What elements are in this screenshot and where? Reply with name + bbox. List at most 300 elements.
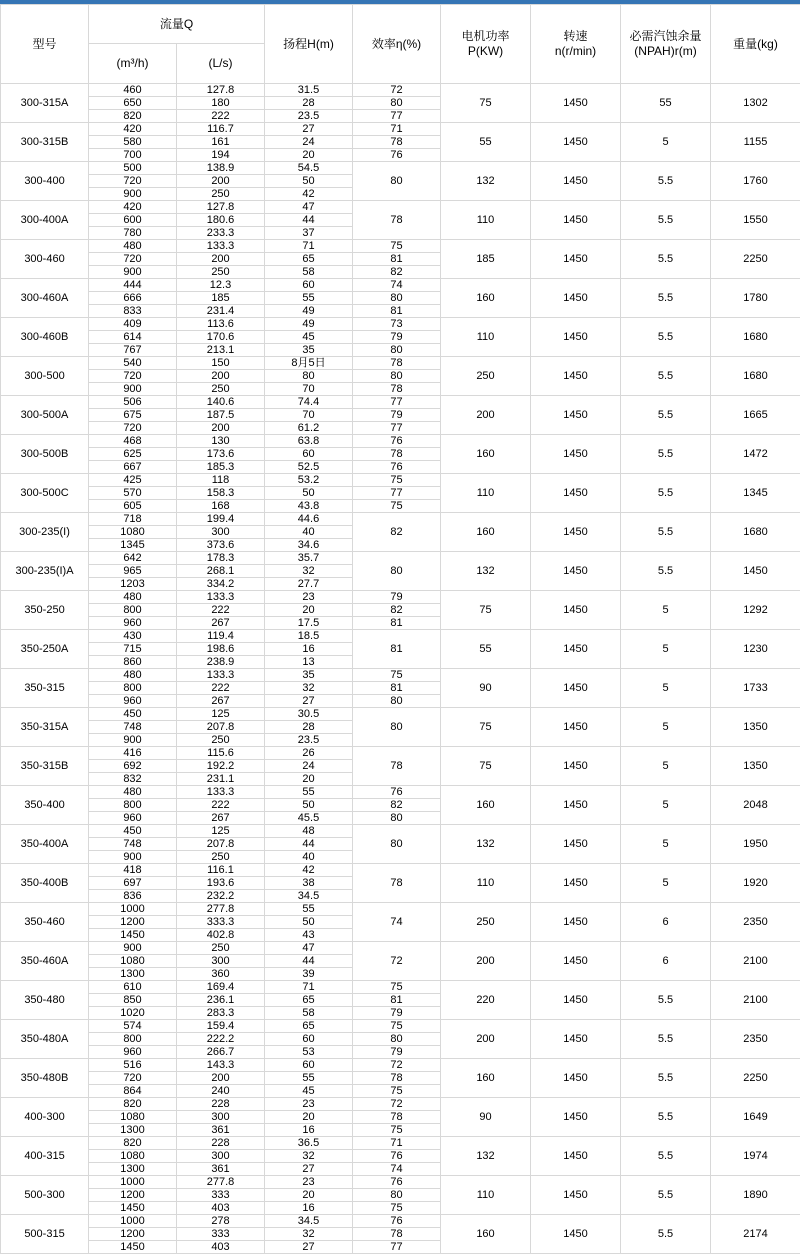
efficiency-cell: 80 <box>353 1189 441 1202</box>
npsh-cell: 5.5 <box>621 201 711 240</box>
speed-cell: 1450 <box>531 552 621 591</box>
flow-m3h-cell: 780 <box>89 227 177 240</box>
model-cell: 300-315A <box>1 84 89 123</box>
flow-ls-cell: 266.7 <box>177 1046 265 1059</box>
flow-m3h-cell: 820 <box>89 1137 177 1150</box>
head-cell: 13 <box>265 656 353 669</box>
table-row <box>1 318 800 331</box>
efficiency-cell: 78 <box>353 1228 441 1241</box>
flow-ls-cell: 277.8 <box>177 1176 265 1189</box>
head-cell: 40 <box>265 526 353 539</box>
head-cell: 24 <box>265 760 353 773</box>
table-row <box>1 747 800 760</box>
npsh-cell: 5.5 <box>621 1137 711 1176</box>
head-cell: 27 <box>265 123 353 136</box>
flow-ls-cell: 116.7 <box>177 123 265 136</box>
speed-cell: 1450 <box>531 357 621 396</box>
flow-m3h-cell: 480 <box>89 786 177 799</box>
flow-m3h-cell: 418 <box>89 864 177 877</box>
table-row <box>1 1137 800 1150</box>
model-cell: 350-460A <box>1 942 89 981</box>
head-cell: 27.7 <box>265 578 353 591</box>
flow-ls-cell: 133.3 <box>177 669 265 682</box>
flow-ls-cell: 143.3 <box>177 1059 265 1072</box>
flow-m3h-cell: 480 <box>89 591 177 604</box>
flow-ls-cell: 127.8 <box>177 84 265 97</box>
flow-ls-cell: 250 <box>177 851 265 864</box>
efficiency-cell: 76 <box>353 1176 441 1189</box>
flow-m3h-cell: 614 <box>89 331 177 344</box>
weight-cell: 2100 <box>711 981 800 1020</box>
flow-ls-cell: 300 <box>177 526 265 539</box>
model-cell: 350-400B <box>1 864 89 903</box>
flow-m3h-cell: 500 <box>89 162 177 175</box>
head-cell: 28 <box>265 721 353 734</box>
npsh-cell: 5.5 <box>621 318 711 357</box>
flow-m3h-cell: 864 <box>89 1085 177 1098</box>
power-cell: 75 <box>441 708 531 747</box>
efficiency-cell: 81 <box>353 305 441 318</box>
head-cell: 8月5日 <box>265 357 353 370</box>
weight-cell: 1680 <box>711 318 800 357</box>
flow-ls-cell: 403 <box>177 1202 265 1215</box>
header-head: 扬程H(m) <box>265 5 353 84</box>
efficiency-cell: 77 <box>353 487 441 500</box>
power-cell: 160 <box>441 435 531 474</box>
power-cell: 160 <box>441 279 531 318</box>
flow-ls-cell: 150 <box>177 357 265 370</box>
weight-cell: 1665 <box>711 396 800 435</box>
head-cell: 50 <box>265 175 353 188</box>
speed-cell: 1450 <box>531 786 621 825</box>
flow-ls-cell: 159.4 <box>177 1020 265 1033</box>
flow-m3h-cell: 900 <box>89 266 177 279</box>
flow-m3h-cell: 1450 <box>89 929 177 942</box>
speed-cell: 1450 <box>531 981 621 1020</box>
head-cell: 20 <box>265 1111 353 1124</box>
power-cell: 220 <box>441 981 531 1020</box>
header-model: 型号 <box>1 5 89 84</box>
efficiency-cell: 74 <box>353 1163 441 1176</box>
flow-ls-cell: 198.6 <box>177 643 265 656</box>
power-cell: 110 <box>441 201 531 240</box>
head-cell: 71 <box>265 981 353 994</box>
speed-cell: 1450 <box>531 279 621 318</box>
efficiency-cell: 80 <box>353 825 441 864</box>
flow-ls-cell: 133.3 <box>177 591 265 604</box>
head-cell: 61.2 <box>265 422 353 435</box>
weight-cell: 1450 <box>711 552 800 591</box>
flow-ls-cell: 231.4 <box>177 305 265 318</box>
header-npsh <box>621 5 711 84</box>
head-cell: 32 <box>265 682 353 695</box>
flow-m3h-cell: 450 <box>89 825 177 838</box>
head-cell: 20 <box>265 604 353 617</box>
head-cell: 52.5 <box>265 461 353 474</box>
efficiency-cell: 80 <box>353 695 441 708</box>
head-cell: 20 <box>265 1189 353 1202</box>
flow-ls-cell: 193.6 <box>177 877 265 890</box>
speed-cell: 1450 <box>531 513 621 552</box>
head-cell: 32 <box>265 1228 353 1241</box>
table-row <box>1 591 800 604</box>
flow-ls-cell: 403 <box>177 1241 265 1254</box>
power-cell: 110 <box>441 864 531 903</box>
flow-m3h-cell: 1300 <box>89 1124 177 1137</box>
efficiency-cell: 82 <box>353 266 441 279</box>
weight-cell: 1472 <box>711 435 800 474</box>
efficiency-cell: 82 <box>353 799 441 812</box>
efficiency-cell: 72 <box>353 84 441 97</box>
weight-cell: 1350 <box>711 747 800 786</box>
power-cell: 75 <box>441 84 531 123</box>
efficiency-cell: 80 <box>353 162 441 201</box>
head-cell: 58 <box>265 266 353 279</box>
head-cell: 55 <box>265 292 353 305</box>
flow-m3h-cell: 1300 <box>89 968 177 981</box>
flow-m3h-cell: 1203 <box>89 578 177 591</box>
head-cell: 23.5 <box>265 734 353 747</box>
flow-ls-cell: 180 <box>177 97 265 110</box>
npsh-cell: 5.5 <box>621 1215 711 1254</box>
npsh-cell: 5.5 <box>621 357 711 396</box>
flow-m3h-cell: 697 <box>89 877 177 890</box>
model-cell: 400-300 <box>1 1098 89 1137</box>
header-power <box>441 5 531 84</box>
head-cell: 30.5 <box>265 708 353 721</box>
flow-m3h-cell: 800 <box>89 799 177 812</box>
power-cell: 160 <box>441 786 531 825</box>
flow-ls-cell: 402.8 <box>177 929 265 942</box>
speed-cell: 1450 <box>531 435 621 474</box>
flow-m3h-cell: 625 <box>89 448 177 461</box>
table-row <box>1 825 800 838</box>
head-cell: 47 <box>265 942 353 955</box>
weight-cell: 1292 <box>711 591 800 630</box>
power-cell: 55 <box>441 123 531 162</box>
flow-ls-cell: 138.9 <box>177 162 265 175</box>
flow-m3h-cell: 720 <box>89 253 177 266</box>
flow-m3h-cell: 720 <box>89 1072 177 1085</box>
flow-m3h-cell: 900 <box>89 851 177 864</box>
flow-m3h-cell: 420 <box>89 123 177 136</box>
speed-cell: 1450 <box>531 1215 621 1254</box>
weight-cell: 1230 <box>711 630 800 669</box>
table-row <box>1 513 800 526</box>
flow-ls-cell: 200 <box>177 253 265 266</box>
flow-ls-cell: 277.8 <box>177 903 265 916</box>
flow-m3h-cell: 900 <box>89 188 177 201</box>
flow-ls-cell: 130 <box>177 435 265 448</box>
flow-ls-cell: 119.4 <box>177 630 265 643</box>
flow-m3h-cell: 650 <box>89 97 177 110</box>
flow-ls-cell: 133.3 <box>177 240 265 253</box>
flow-m3h-cell: 832 <box>89 773 177 786</box>
flow-m3h-cell: 1345 <box>89 539 177 552</box>
flow-ls-cell: 207.8 <box>177 838 265 851</box>
header-flow-m3h: (m³/h) <box>89 44 177 84</box>
weight-cell: 1155 <box>711 123 800 162</box>
efficiency-cell: 79 <box>353 591 441 604</box>
power-cell: 90 <box>441 669 531 708</box>
flow-m3h-cell: 675 <box>89 409 177 422</box>
flow-m3h-cell: 409 <box>89 318 177 331</box>
efficiency-cell: 81 <box>353 253 441 266</box>
head-cell: 23 <box>265 591 353 604</box>
model-cell: 350-315B <box>1 747 89 786</box>
flow-ls-cell: 116.1 <box>177 864 265 877</box>
efficiency-cell: 76 <box>353 1150 441 1163</box>
head-cell: 48 <box>265 825 353 838</box>
head-cell: 74.4 <box>265 396 353 409</box>
power-cell: 132 <box>441 162 531 201</box>
efficiency-cell: 78 <box>353 864 441 903</box>
model-cell: 350-315 <box>1 669 89 708</box>
npsh-cell: 5.5 <box>621 513 711 552</box>
speed-cell: 1450 <box>531 825 621 864</box>
weight-cell: 1550 <box>711 201 800 240</box>
efficiency-cell: 75 <box>353 1202 441 1215</box>
power-cell: 160 <box>441 1215 531 1254</box>
speed-cell: 1450 <box>531 240 621 279</box>
table-row <box>1 84 800 97</box>
flow-m3h-cell: 1080 <box>89 955 177 968</box>
flow-ls-cell: 140.6 <box>177 396 265 409</box>
npsh-cell: 5.5 <box>621 162 711 201</box>
flow-ls-cell: 238.9 <box>177 656 265 669</box>
efficiency-cell: 72 <box>353 942 441 981</box>
flow-ls-cell: 373.6 <box>177 539 265 552</box>
npsh-cell: 5.5 <box>621 1020 711 1059</box>
npsh-cell: 5 <box>621 786 711 825</box>
head-cell: 23 <box>265 1098 353 1111</box>
flow-ls-cell: 283.3 <box>177 1007 265 1020</box>
flow-ls-cell: 133.3 <box>177 786 265 799</box>
flow-m3h-cell: 425 <box>89 474 177 487</box>
model-cell: 350-460 <box>1 903 89 942</box>
head-cell: 16 <box>265 1202 353 1215</box>
speed-cell: 1450 <box>531 123 621 162</box>
flow-m3h-cell: 1000 <box>89 1215 177 1228</box>
weight-cell: 1649 <box>711 1098 800 1137</box>
head-cell: 49 <box>265 318 353 331</box>
flow-m3h-cell: 833 <box>89 305 177 318</box>
power-cell: 90 <box>441 1098 531 1137</box>
flow-m3h-cell: 748 <box>89 838 177 851</box>
header-flow: 流量Q <box>89 5 265 44</box>
flow-ls-cell: 267 <box>177 812 265 825</box>
efficiency-cell: 78 <box>353 136 441 149</box>
flow-ls-cell: 125 <box>177 708 265 721</box>
efficiency-cell: 78 <box>353 357 441 370</box>
table-row <box>1 981 800 994</box>
flow-ls-cell: 200 <box>177 175 265 188</box>
head-cell: 35.7 <box>265 552 353 565</box>
flow-m3h-cell: 1200 <box>89 1189 177 1202</box>
speed-cell: 1450 <box>531 591 621 630</box>
flow-ls-cell: 228 <box>177 1137 265 1150</box>
head-cell: 44 <box>265 214 353 227</box>
model-cell: 350-250 <box>1 591 89 630</box>
efficiency-cell: 80 <box>353 1033 441 1046</box>
header-efficiency: 效率η(%) <box>353 5 441 84</box>
flow-m3h-cell: 468 <box>89 435 177 448</box>
flow-m3h-cell: 900 <box>89 942 177 955</box>
head-cell: 17.5 <box>265 617 353 630</box>
power-cell: 110 <box>441 474 531 513</box>
head-cell: 38 <box>265 877 353 890</box>
flow-m3h-cell: 610 <box>89 981 177 994</box>
npsh-cell: 5 <box>621 669 711 708</box>
power-cell: 200 <box>441 1020 531 1059</box>
efficiency-cell: 80 <box>353 552 441 591</box>
efficiency-cell: 79 <box>353 1007 441 1020</box>
speed-cell: 1450 <box>531 396 621 435</box>
table-row <box>1 123 800 136</box>
weight-cell: 1680 <box>711 513 800 552</box>
flow-ls-cell: 192.2 <box>177 760 265 773</box>
flow-m3h-cell: 965 <box>89 565 177 578</box>
head-cell: 42 <box>265 864 353 877</box>
flow-ls-cell: 125 <box>177 825 265 838</box>
efficiency-cell: 82 <box>353 604 441 617</box>
npsh-cell: 5 <box>621 591 711 630</box>
pump-spec-table <box>0 4 800 1254</box>
head-cell: 16 <box>265 643 353 656</box>
weight-cell: 2350 <box>711 1020 800 1059</box>
flow-m3h-cell: 800 <box>89 1033 177 1046</box>
npsh-cell: 5.5 <box>621 240 711 279</box>
flow-m3h-cell: 605 <box>89 500 177 513</box>
npsh-cell: 5.5 <box>621 1098 711 1137</box>
head-cell: 31.5 <box>265 84 353 97</box>
table-header <box>1 5 800 84</box>
speed-cell: 1450 <box>531 162 621 201</box>
head-cell: 50 <box>265 487 353 500</box>
model-cell: 350-315A <box>1 708 89 747</box>
npsh-cell: 55 <box>621 84 711 123</box>
flow-m3h-cell: 767 <box>89 344 177 357</box>
flow-ls-cell: 300 <box>177 955 265 968</box>
table-row <box>1 435 800 448</box>
flow-m3h-cell: 900 <box>89 383 177 396</box>
weight-cell: 1302 <box>711 84 800 123</box>
efficiency-cell: 74 <box>353 903 441 942</box>
weight-cell: 1890 <box>711 1176 800 1215</box>
head-cell: 34.5 <box>265 890 353 903</box>
power-cell: 200 <box>441 396 531 435</box>
flow-m3h-cell: 666 <box>89 292 177 305</box>
flow-m3h-cell: 960 <box>89 695 177 708</box>
efficiency-cell: 72 <box>353 1059 441 1072</box>
head-cell: 71 <box>265 240 353 253</box>
flow-ls-cell: 222 <box>177 110 265 123</box>
efficiency-cell: 79 <box>353 409 441 422</box>
speed-cell: 1450 <box>531 747 621 786</box>
table-row <box>1 1215 800 1228</box>
head-cell: 42 <box>265 188 353 201</box>
flow-ls-cell: 240 <box>177 1085 265 1098</box>
flow-ls-cell: 333.3 <box>177 916 265 929</box>
flow-m3h-cell: 420 <box>89 201 177 214</box>
flow-ls-cell: 267 <box>177 617 265 630</box>
head-cell: 20 <box>265 149 353 162</box>
flow-ls-cell: 267 <box>177 695 265 708</box>
flow-ls-cell: 200 <box>177 422 265 435</box>
flow-ls-cell: 207.8 <box>177 721 265 734</box>
flow-ls-cell: 228 <box>177 1098 265 1111</box>
head-cell: 45 <box>265 331 353 344</box>
model-cell: 350-400 <box>1 786 89 825</box>
head-cell: 70 <box>265 383 353 396</box>
npsh-cell: 5 <box>621 747 711 786</box>
power-cell: 185 <box>441 240 531 279</box>
flow-m3h-cell: 1000 <box>89 903 177 916</box>
header-power-line1: 电机功率 <box>461 29 510 43</box>
flow-m3h-cell: 960 <box>89 812 177 825</box>
header-flow-ls: (L/s) <box>177 44 265 84</box>
head-cell: 45 <box>265 1085 353 1098</box>
flow-ls-cell: 361 <box>177 1163 265 1176</box>
npsh-cell: 5.5 <box>621 1176 711 1215</box>
flow-m3h-cell: 1080 <box>89 1111 177 1124</box>
weight-cell: 1920 <box>711 864 800 903</box>
speed-cell: 1450 <box>531 669 621 708</box>
flow-m3h-cell: 718 <box>89 513 177 526</box>
flow-m3h-cell: 820 <box>89 110 177 123</box>
flow-ls-cell: 334.2 <box>177 578 265 591</box>
power-cell: 132 <box>441 825 531 864</box>
power-cell: 160 <box>441 513 531 552</box>
table-row <box>1 552 800 565</box>
flow-ls-cell: 185.3 <box>177 461 265 474</box>
head-cell: 45.5 <box>265 812 353 825</box>
flow-m3h-cell: 540 <box>89 357 177 370</box>
model-cell: 500-300 <box>1 1176 89 1215</box>
model-cell: 300-500B <box>1 435 89 474</box>
speed-cell: 1450 <box>531 942 621 981</box>
efficiency-cell: 72 <box>353 1098 441 1111</box>
efficiency-cell: 80 <box>353 344 441 357</box>
weight-cell: 1780 <box>711 279 800 318</box>
header-npsh-line1: 必需汽蚀余量 <box>629 29 702 43</box>
table-row <box>1 474 800 487</box>
model-cell: 300-460A <box>1 279 89 318</box>
flow-ls-cell: 360 <box>177 968 265 981</box>
npsh-cell: 5 <box>621 630 711 669</box>
flow-ls-cell: 250 <box>177 188 265 201</box>
head-cell: 60 <box>265 279 353 292</box>
npsh-cell: 5.5 <box>621 396 711 435</box>
efficiency-cell: 71 <box>353 1137 441 1150</box>
weight-cell: 1680 <box>711 357 800 396</box>
flow-ls-cell: 236.1 <box>177 994 265 1007</box>
model-cell: 350-480 <box>1 981 89 1020</box>
flow-m3h-cell: 800 <box>89 682 177 695</box>
flow-ls-cell: 185 <box>177 292 265 305</box>
head-cell: 54.5 <box>265 162 353 175</box>
table-row <box>1 201 800 214</box>
speed-cell: 1450 <box>531 903 621 942</box>
head-cell: 80 <box>265 370 353 383</box>
head-cell: 55 <box>265 786 353 799</box>
table-row <box>1 708 800 721</box>
model-cell: 400-315 <box>1 1137 89 1176</box>
table-row <box>1 903 800 916</box>
flow-ls-cell: 118 <box>177 474 265 487</box>
head-cell: 49 <box>265 305 353 318</box>
flow-ls-cell: 233.3 <box>177 227 265 240</box>
